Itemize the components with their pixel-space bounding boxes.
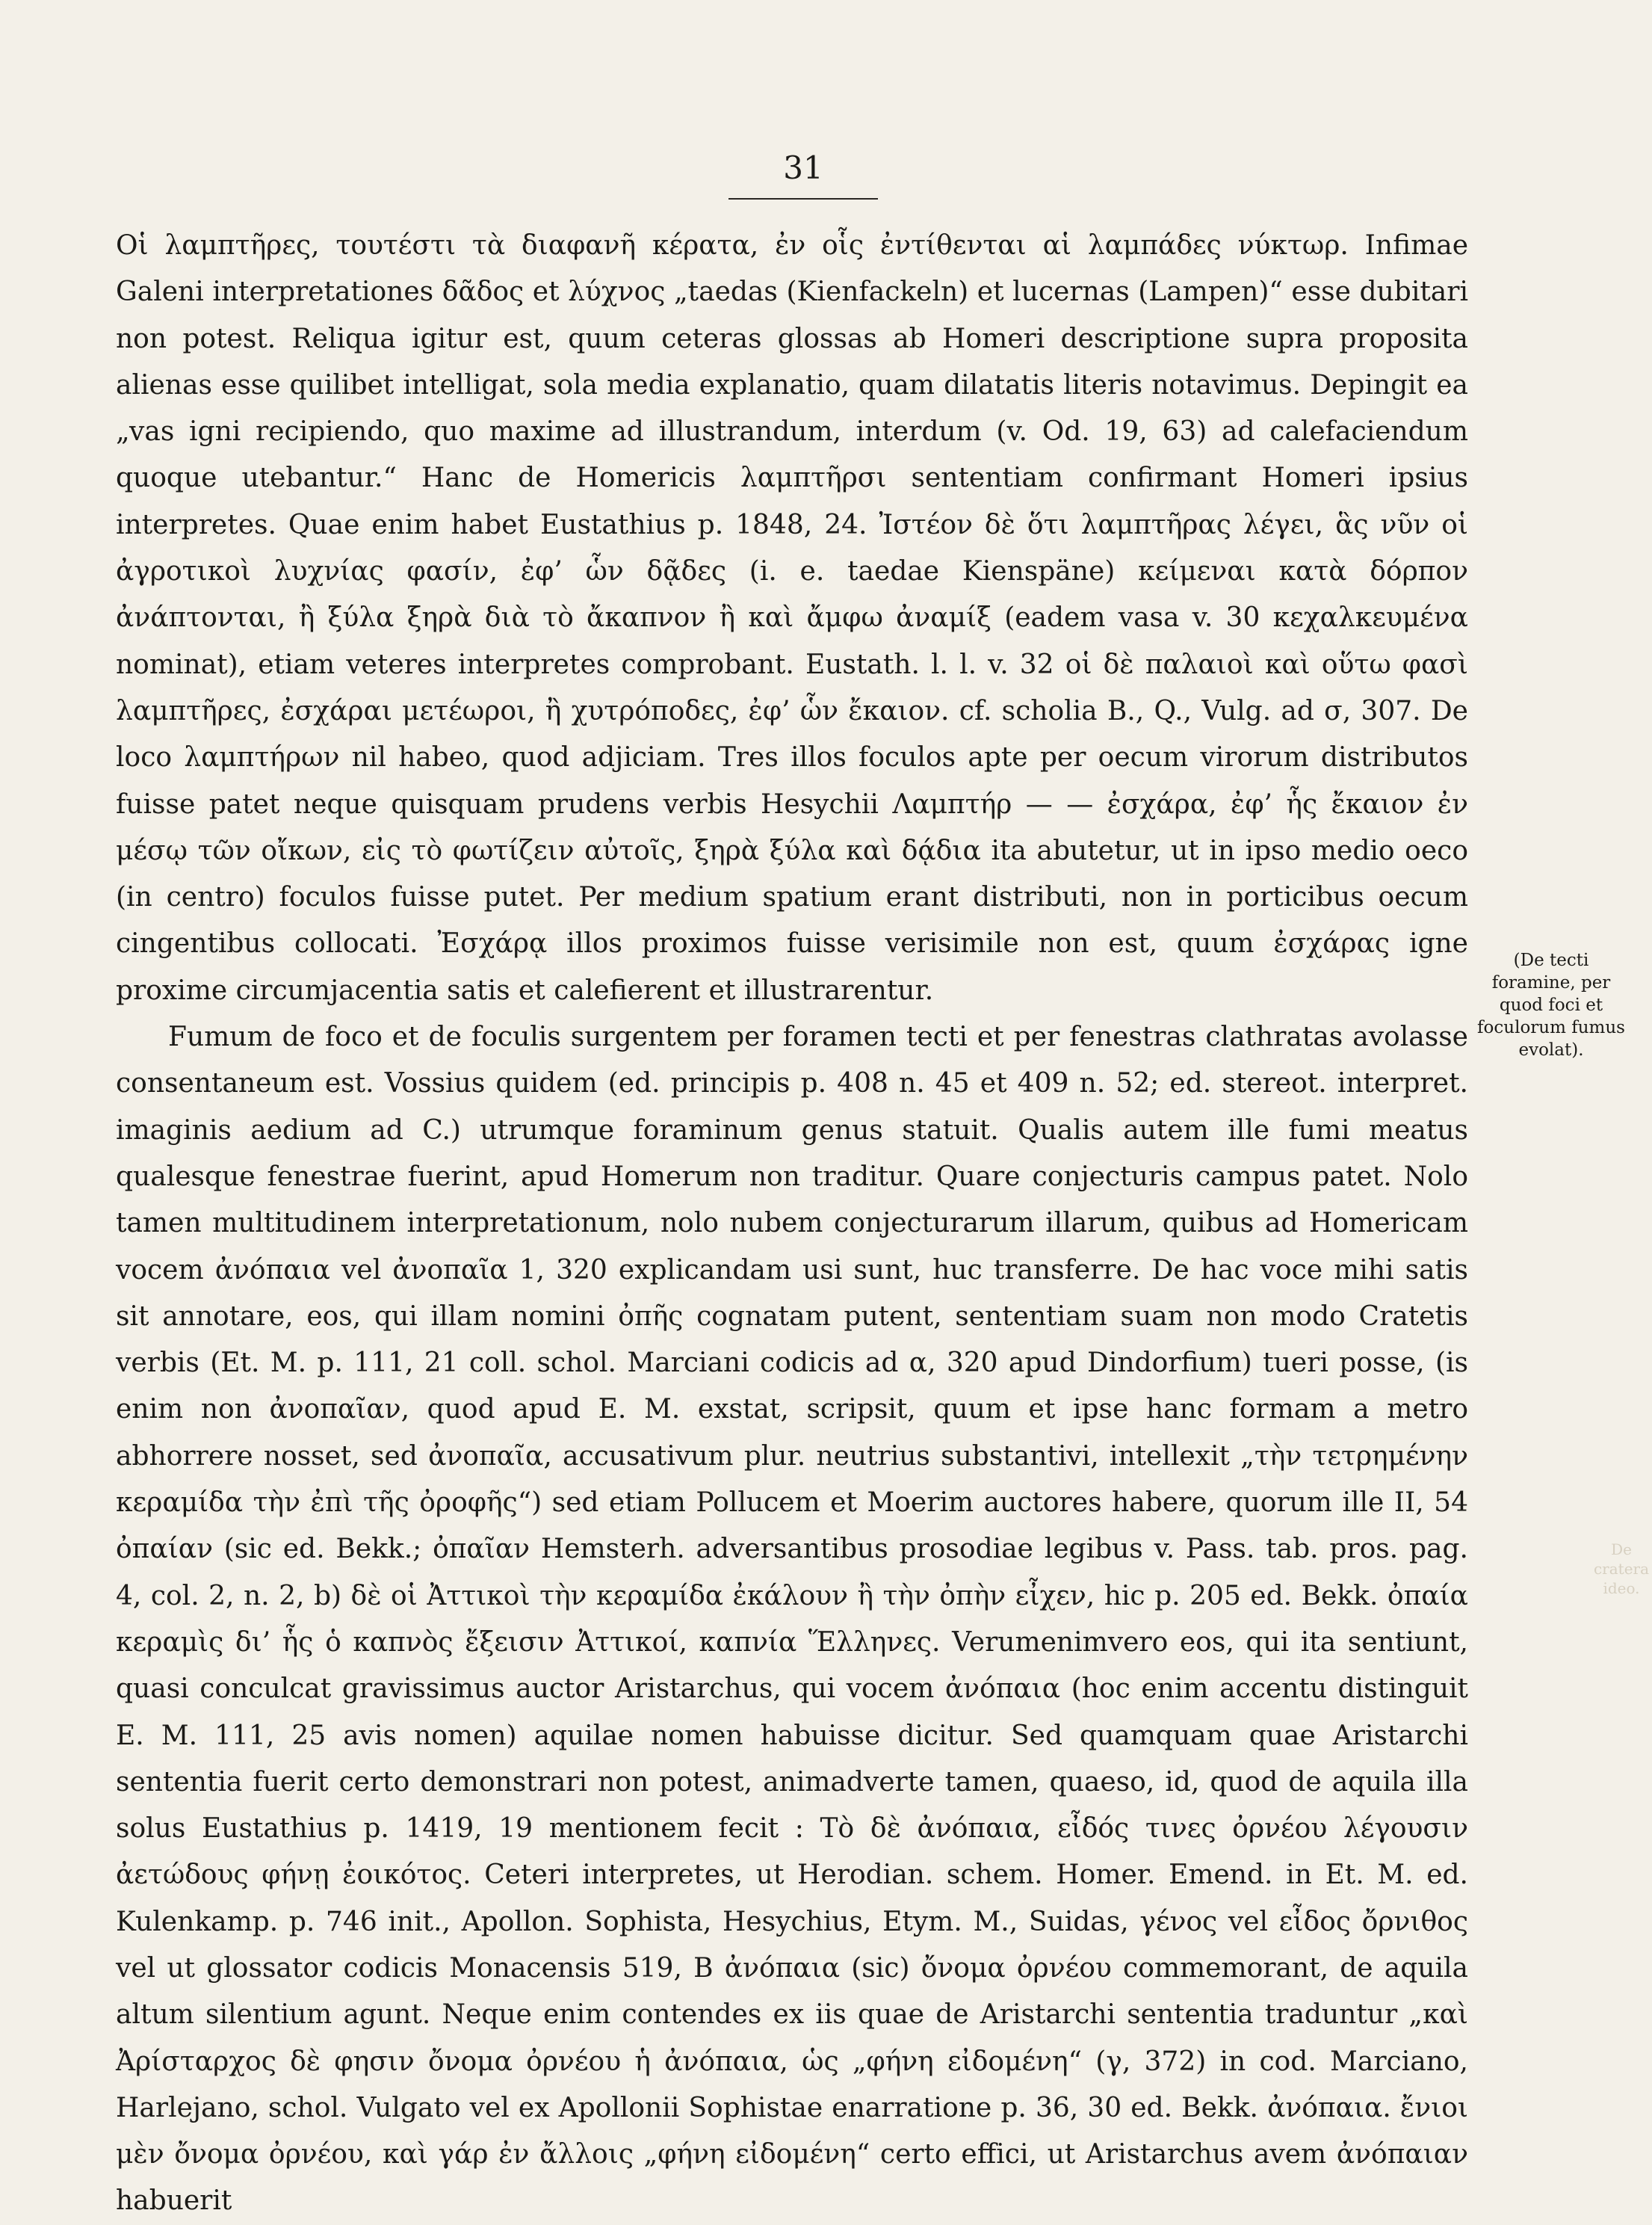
faint-marginal-note: De cratera ideo. — [1593, 1540, 1650, 1597]
marginal-note: (De tecti foramine, per quod foci et foculorum fumus evolat). — [1477, 951, 1625, 1060]
body-text — [116, 223, 1468, 2225]
page-number-rule — [728, 198, 878, 200]
paragraph: Fumum de foco et de foculis surgentem per foramen tecti et per fenestras clathratas avolasse consentaneum est. Vossius quidem (ed. principis p. 408 n. 45 et 409 n. 52; ed. stereot. interpret. imaginis aedium ad C.) utrumque foraminum genus statuit. Qualis autem ille fumi meatus qualesque fenestrae fuerint, apud Homerum non traditur. Quare conjecturis campus patet. Nolo tamen multitudinem interpretationum, nolo nubem conjecturarum illarum, quibus ad Homericam vocem ἀνόπαια vel ἀνοπαῖα 1, 320 explicandam usi sunt, huc transferre. De hac voce mihi satis sit annotare, eos, qui illam nomini ὀπῆς cognatam putent, sententiam suam non modo Cratetis verbis (Et. M. p. 111, 21 coll. schol. Marciani codicis ad α, 320 apud Dindorfium) tueri posse, (is enim non ἀνοπαῖαν, quod apud E. M. exstat, scripsit, quum et ipse hanc formam a metro abhorrere nosset, sed ἀνοπαῖα, accusativum plur. neutrius substantivi, intellexit „τὴν τετρημένην κεραμίδα τὴν ἐπὶ τῆς ὀροφῆς“) sed etiam Pollucem et Moerim auctores habere, quorum ille II, 54 ὀπαίαν (sic ed. Bekk.; ὀπαῖαν Hemsterh. adversantibus prosodiae legibus v. Pass. tab. pros. pag. 4, col. 2, n. 2, b) δὲ οἱ Ἀττικοὶ τὴν κεραμίδα ἐκάλουν ἢ τὴν ὀπὴν εἶχεν, hic p. 205 ed. Bekk. ὀπαία κεραμὶς δι’ ἧς ὁ καπνὸς ἔξεισιν Ἀττικοί, καπνία Ἕλληνες. Verumenimvero eos, qui ita sentiunt, quasi conculcat gravissimus auctor Aristarchus, qui vocem ἀνόπαια (hoc enim accentu distinguit E. M. 111, 25 avis nomen) aquilae nomen habuisse dicitur. Sed quamquam quae Aristarchi sententia fuerit certo demonstrari non potest, animadverte tamen, quaeso, id, quod de aquila illa solus Eustathius p. 1419, 19 mentionem fecit : Τὸ δὲ ἀνόπαια, εἶδός τινες ὀρνέου λέγουσιν ἀετώδους φήνῃ ἐοικότος. Ceteri interpretes, ut Herodian. schem. Homer. Emend. in Et. M. ed. Kulenkamp. p. 746 init., Apollon. Sophista, Hesychius, Etym. M., Suidas, γένος vel εἶδος ὄρνιθος vel ut glossator codicis Monacensis 519, B ἀνόπαια (sic) ὄνομα ὀρνέου commemorant, de aquila altum silentium agunt. Neque enim contendes ex iis quae de Aristarchi sententia traduntur „καὶ Ἀρίσταρχος δὲ φησιν ὄνομα ὀρνέου ἡ ἀνόπαια, ὡς „φήνη εἰδομένη“ (γ, 372) in cod. Marciano, Harlejano, schol. Vulgato vel ex Apollonii Sophistae enarratione p. 36, 30 ed. Bekk. ἀνόπαια. ἔνιοι μὲν ὄνομα ὀρνέου, καὶ γάρ ἐν ἄλλοις „φήνη εἰδομένη“ certo effici, ut Aristarchus avem ἀνόπαιαν habuerit — [116, 1022, 1468, 2217]
page-number: 31 — [783, 149, 823, 186]
paragraph: Οἱ λαμπτῆρες, τουτέστι τὰ διαφανῆ κέρατα, ἐν οἷς ἐντίθενται αἱ λαμπάδες νύκτωρ. Infimae Galeni interpretationes δᾶδος et λύχνος „taedas (Kienfackeln) et lucernas (Lampen)“ esse dubitari non potest. Reliqua igitur est, quum ceteras glossas ab Homeri descriptione supra proposita alienas esse quilibet intelligat, sola media explanatio, quam dilatatis literis notavimus. Depingit ea „vas igni recipiendo, quo maxime ad illustrandum, interdum (v. Od. 19, 63) ad calefaciendum quoque utebantur.“ Hanc de Homericis λαμπτῆρσι sententiam confirmant Homeri ipsius interpretes. Quae enim habet Eustathius p. 1848, 24. Ἰστέον δὲ ὅτι λαμπτῆρας λέγει, ἃς νῦν οἱ ἀγροτικοὶ λυχνίας φασίν, ἐφ’ ὧν δᾷδες (i. e. taedae Kienspäne) κείμεναι κατὰ δόρπον ἀνάπτονται, ἢ ξύλα ξηρὰ διὰ τὸ ἄκαπνον ἢ καὶ ἄμφω ἀναμίξ (eadem vasa v. 30 κεχαλκευμένα nominat), etiam veteres interpretes comprobant. Eustath. l. l. v. 32 οἱ δὲ παλαιοὶ καὶ οὕτω φασὶ λαμπτῆρες, ἐσχάραι μετέωροι, ἢ χυτρόποδες, ἐφ’ ὧν ἔκαιον. cf. scholia B., Q., Vulg. ad σ, 307. De loco λαμπτήρων nil habeo, quod adjiciam. Tres illos foculos apte per oecum virorum distributos fuisse patet neque quisquam prudens verbis Hesychii Λαμπτήρ — — ἐσχάρα, ἐφ’ ἧς ἔκαιον ἐν μέσῳ τῶν οἴκων, εἰς τὸ φωτίζειν αὐτοῖς, ξηρὰ ξύλα καὶ δᾴδια ita abutetur, ut in ipso medio oeco (in centro) foculos fuisse putet. Per medium spatium erant distributi, non in porticibus oecum cingentibus collocati. Ἐσχάρᾳ illos proximos fuisse verisimile non est, quum ἐσχάρας igne proxime circumjacentia satis et calefierent et illustrarentur. — [116, 230, 1468, 1006]
